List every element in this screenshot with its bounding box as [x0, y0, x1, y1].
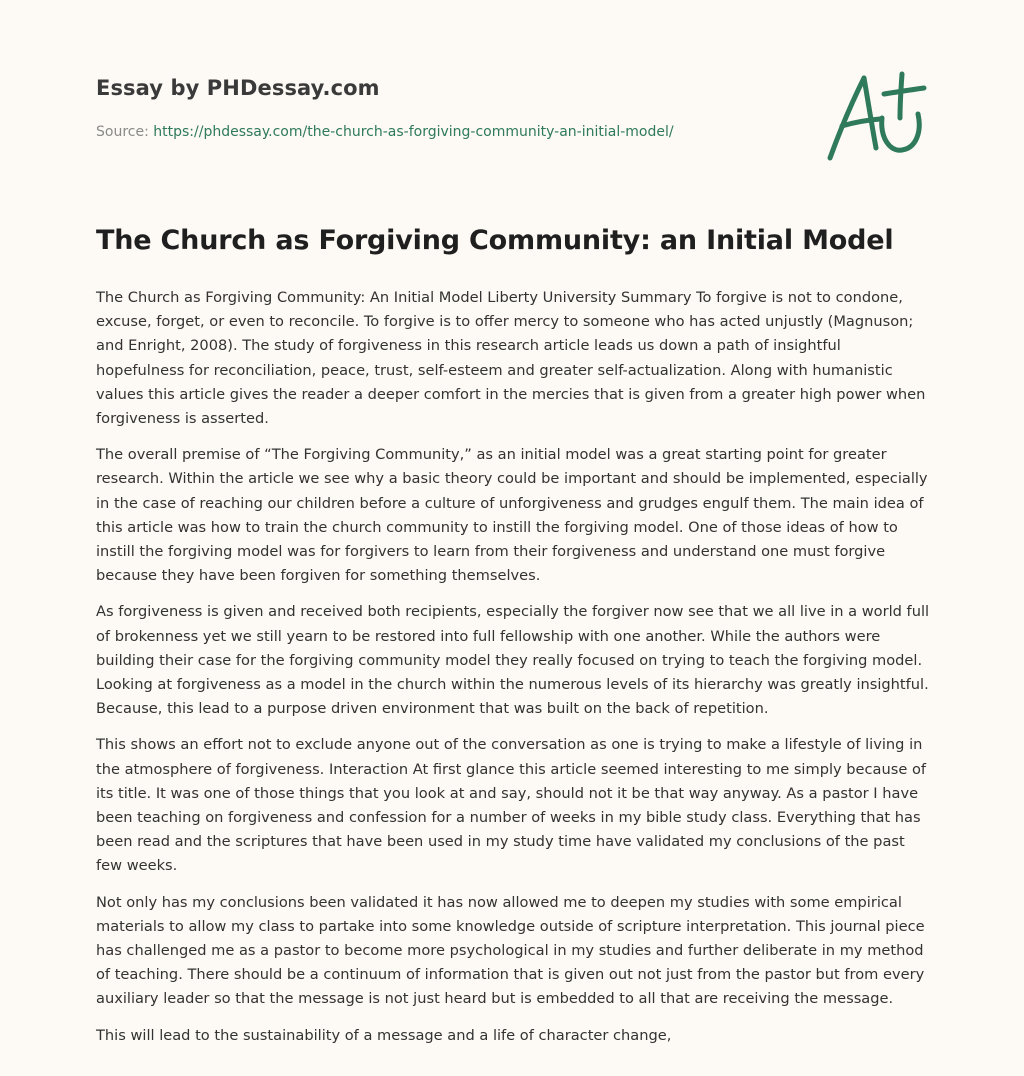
essay-paragraph: This will lead to the sustainability of a message and a life of character change, — [96, 1026, 672, 1044]
a-plus-grade-icon — [820, 66, 930, 166]
essay-title: The Church as Forgiving Community: an Initial Model — [96, 225, 894, 256]
essay-body — [96, 286, 930, 1060]
site-title: Essay by PHDessay.com — [96, 76, 380, 100]
essay-paragraph: The Church as Forgiving Community: An Initial Model Liberty University Summary To forgive is not to condone, excuse, forget, or even to reconcile. To forgive is to offer mercy to someone who has acted unjustly (Magnuson; and Enright, 2008). The study of forgiveness in this research article leads us down a path of insightful hopefulness for reconciliation, peace, trust, self-esteem and greater self-actualization. Along with humanistic values this article gives the reader a deeper comfort in the mercies that is given from a greater high power when forgiveness is asserted. — [96, 289, 926, 428]
essay-paragraph: This shows an effort not to exclude anyone out of the conversation as one is trying to make a lifestyle of living in the atmosphere of forgiveness. Interaction At first glance this article seemed interesting to me simply because of its title. It was one of those things that you look at and say, should not it be that way anyway. As a pastor I have been teaching on forgiveness and confession for a number of weeks in my bible study class. Everything that has been read and the scriptures that have been used in my study time have validated my conclusions of the past few weeks. — [96, 736, 927, 875]
essay-paragraph: The overall premise of “The Forgiving Community,” as an initial model was a great starting point for greater research. Within the article we see why a basic theory could be important and should be implemented, especially in the case of reaching our children before a culture of unforgiveness and grudges engulf them. The main idea of this article was how to train the church community to instill the forgiving model. One of those ideas of how to instill the forgiving model was for forgivers to learn from their forgiveness and understand one must forgive because they have been forgiven for something themselves. — [96, 446, 928, 585]
essay-paragraph: As forgiveness is given and received both recipients, especially the forgiver now see that we all live in a world full of brokenness yet we still yearn to be restored into full fellowship with one another. While the authors were building their case for the forgiving community model they really focused on trying to teach the forgiving model. Looking at forgiveness as a model in the church within the numerous levels of its hierarchy was greatly insightful. Because, this lead to a purpose driven environment that was built on the back of repetition. — [96, 603, 930, 718]
essay-paragraph: Not only has my conclusions been validated it has now allowed me to deepen my studies with some empirical materials to allow my class to partake into some knowledge outside of scripture interpretation. This journal piece has challenged me as a pastor to become more psychological in my studies and further deliberate in my method of teaching. There should be a continuum of information that is given out not just from the pastor but from every auxiliary leader so that the message is not just heard but is embedded to all that are receiving the message. — [96, 893, 925, 1008]
source-link[interactable]: https://phdessay.com/the-church-as-forgiving-community-an-initial-model/ — [153, 124, 674, 140]
source-line — [96, 124, 674, 140]
source-label: Source: — [96, 124, 149, 140]
